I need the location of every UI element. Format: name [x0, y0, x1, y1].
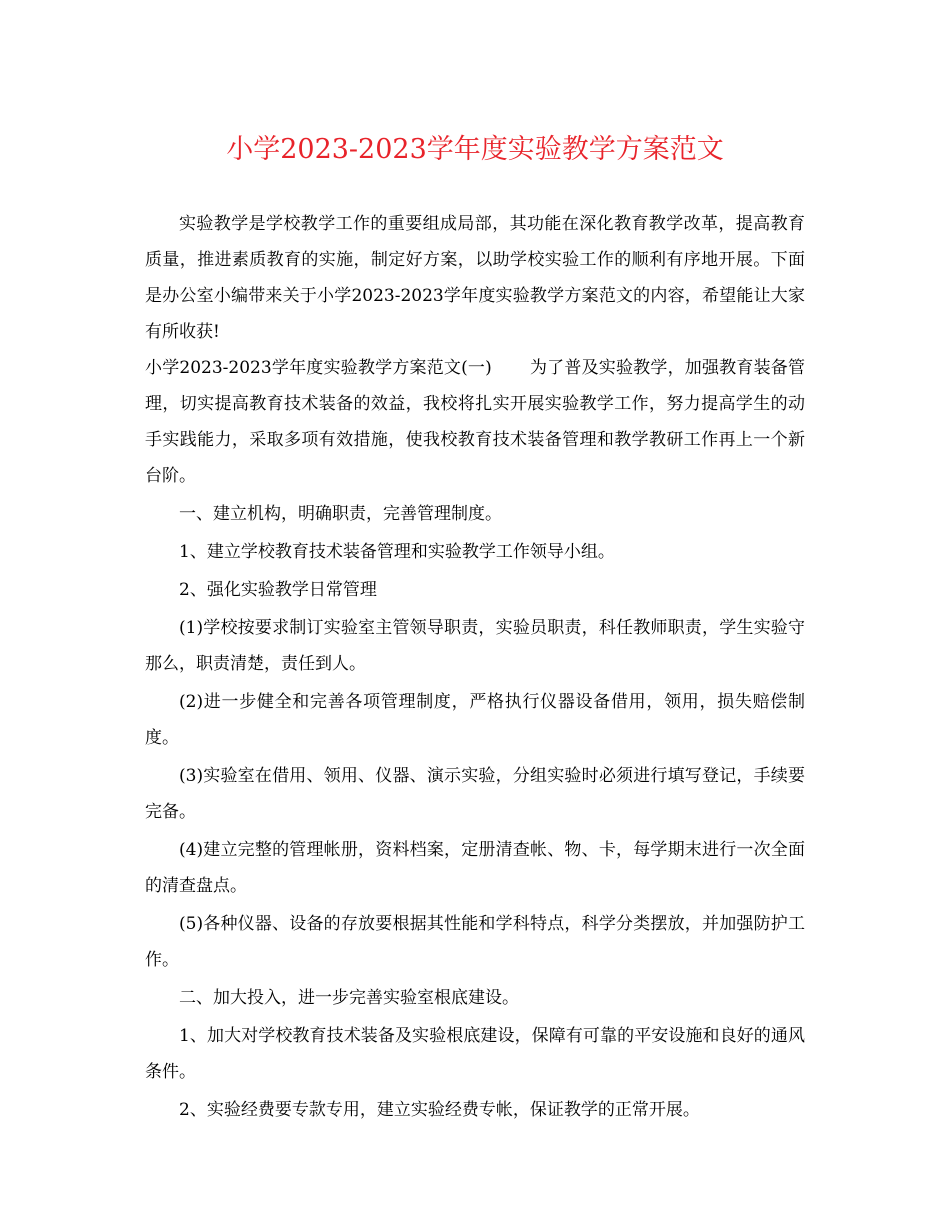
- document-body: [145, 206, 805, 1128]
- sub-item-2: (2)进一步健全和完善各项管理制度，严格执行仪器设备借用，领用，损失赔偿制度。: [145, 692, 805, 748]
- sub-item-1: (1)学校按要求制订实验室主管领导职责，实验员职责，科任教师职责，学生实验守那么，职责清楚，责任到人。: [145, 618, 805, 674]
- heading-2: 二、加大投入，进一步完善实验室根底建设。: [179, 988, 519, 1008]
- item-2-1: 1、加大对学校教育技术装备及实验根底建设，保障有可靠的平安设施和良好的通风条件。: [145, 1026, 805, 1082]
- section-paragraph: [145, 350, 805, 494]
- document-title: 小学2023-2023学年度实验教学方案范文: [226, 134, 724, 165]
- item-1-1: 1、建立学校教育技术装备管理和实验教学工作领导小组。: [179, 542, 615, 562]
- sub-item-4: (4)建立完整的管理帐册，资料档案，定册清查帐、物、卡，每学期末进行一次全面的清查盘点。: [145, 840, 805, 896]
- item-1-2: 2、强化实验教学日常管理: [179, 580, 377, 600]
- section-intro: 为了普及实验教学，加强教育装备管理，切实提高教育技术装备的效益，我校将扎实开展实验教学工作，努力提高学生的动手实践能力，采取多项有效措施，使我校教育技术装备管理和教学教研工作再上一个新台阶。: [145, 358, 805, 486]
- section-heading: 小学2023-2023学年度实验教学方案范文(一): [145, 358, 492, 378]
- sub-item-3: (3)实验室在借用、领用、仪器、演示实验，分组实验时必须进行填写登记，手续要完备。: [145, 766, 805, 822]
- heading-1: 一、建立机构，明确职责，完善管理制度。: [179, 504, 502, 524]
- item-2-2: 2、实验经费要专款专用，建立实验经费专帐，保证教学的正常开展。: [179, 1100, 700, 1120]
- intro-paragraph: 实验教学是学校教学工作的重要组成局部，其功能在深化教育教学改革，提高教育质量，推进素质教育的实施，制定好方案，以助学校实验工作的顺利有序地开展。下面是办公室小编带来关于小学2023-2023学年度实验教学方案范文的内容，希望能让大家有所收获!: [145, 214, 805, 342]
- sub-item-5: (5)各种仪器、设备的存放要根据其性能和学科特点，科学分类摆放，并加强防护工作。: [145, 914, 805, 970]
